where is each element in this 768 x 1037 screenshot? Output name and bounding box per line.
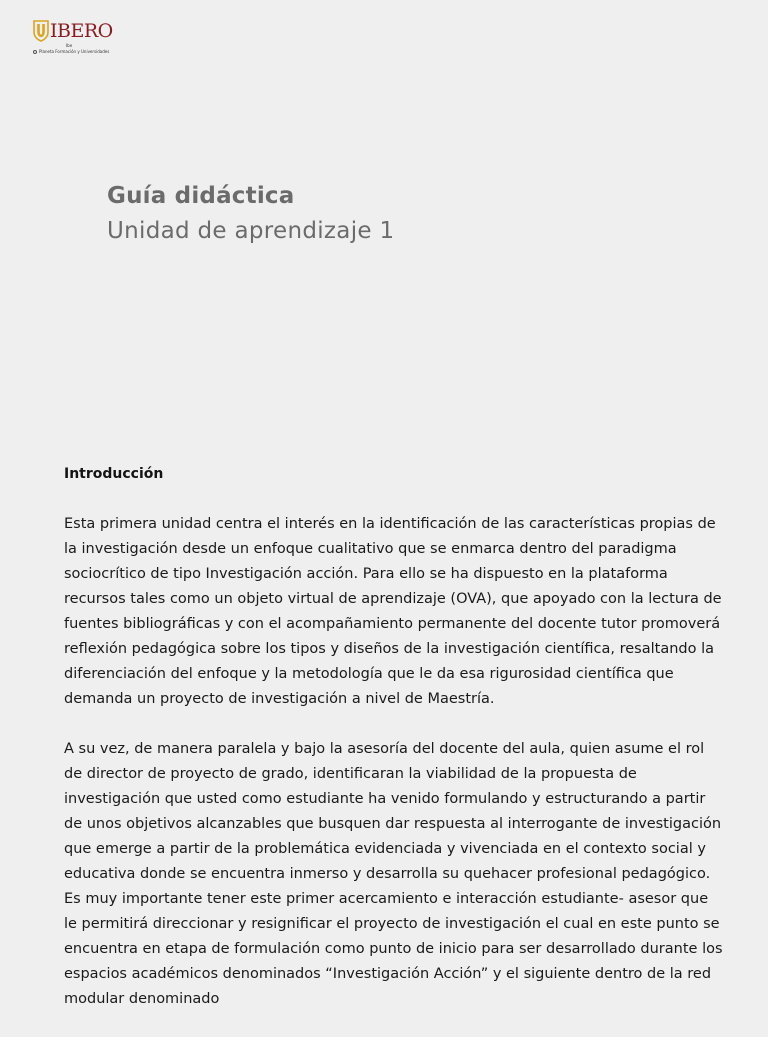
paragraph: Esta primera unidad centra el interés en la identificación de las características propias de la investigación desde un enfoque cualitativo que se enmarca dentro del paradigma sociocrítico de tipo Investigación acción. Para ello se ha dispuesto en la plataforma recursos tales como un objeto virtual de aprendizaje (OVA), que apoyado con la lectura de fuentes bibliográficas y con el acompañamiento permanente del docente tutor promoverá reflexión pedagógica sobre los tipos y diseños de la investigación científica, resaltando la diferenciación del enfoque y la metodología que le da esa rigurosidad científica que demanda un proyecto de investigación a nivel de Maestría. — [64, 516, 722, 707]
logo-tagline-text: Planeta Formación y Universidades — [39, 49, 110, 54]
document-subtitle: Unidad de aprendizaje 1 — [107, 218, 395, 244]
document-title: Guía didáctica — [107, 183, 295, 209]
ibero-shield-icon — [33, 20, 50, 42]
logo-tagline — [33, 49, 109, 54]
section-heading: Introducción — [64, 466, 164, 482]
ibero-logo — [33, 18, 123, 58]
body-text — [64, 512, 724, 1037]
logo-subline: Ibe — [66, 43, 73, 48]
planeta-globe-icon — [33, 50, 37, 54]
paragraph: A su vez, de manera paralela y bajo la asesoría del docente del aula, quien asume el rol de director de proyecto de grado, identificaran la viabilidad de la propuesta de investigación que usted como estudiante ha venido formulando y estructurando a partir de unos objetivos alcanzables que busquen dar respuesta al interrogante de investigación que emerge a partir de la problemática evidenciada y vivenciada en el contexto social y educativa donde se encuentra inmerso y desarrolla su quehacer profesional pedagógico. Es muy importante tener este primer acercamiento e interacción estudiante- asesor que le permitirá direccionar y resignificar el proyecto de investigación el cual en este punto se encuentra en etapa de formulación como punto de inicio para ser desarrollado durante los espacios académicos denominados “Investigación Acción” y el siguiente dentro de la red modular denominado — [64, 741, 723, 1007]
logo-wordmark: IBERO — [50, 20, 113, 42]
